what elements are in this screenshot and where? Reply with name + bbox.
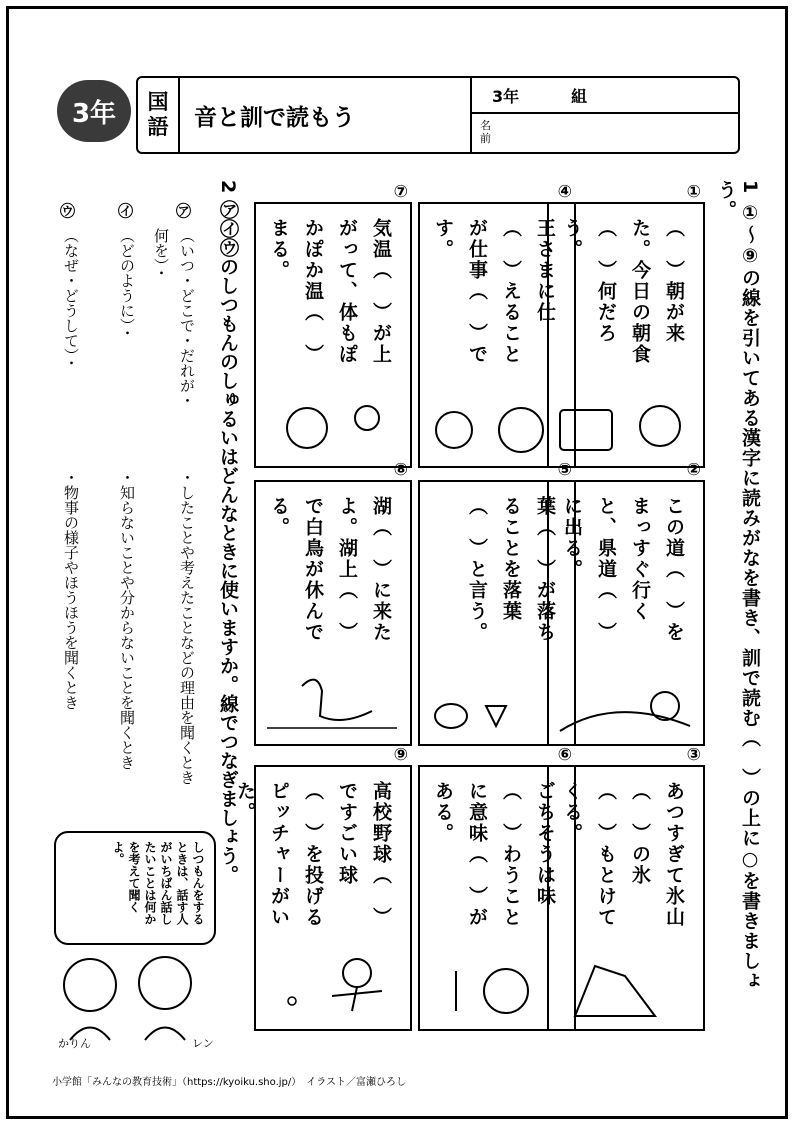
kumi-label: 組 <box>571 86 588 106</box>
name-label-2: 前 <box>480 132 491 145</box>
question-label-i: ㋑ <box>118 202 134 220</box>
sentence-box-6 <box>418 745 576 1031</box>
pitcher-illustration <box>262 951 402 1023</box>
sentence-text[interactable]: 高校野球（ ）ですごい球（ ）を投げるピッチャーがいた。 <box>234 781 392 928</box>
subject-char-2: 語 <box>147 115 169 139</box>
answer-option-3[interactable]: ・物事の様子やほうほうを聞くとき <box>62 470 80 710</box>
character-name-karin: かりん <box>58 1037 91 1050</box>
answer-option-2[interactable]: ・知らないことや分からないことを聞くとき <box>118 470 136 770</box>
box-number: ⑤ <box>557 460 572 480</box>
characters-illustration <box>50 945 210 1045</box>
eating-boy-illustration <box>426 951 566 1023</box>
sentence-text[interactable]: 王さまに仕（ ）えることが仕事（ ）です。 <box>432 218 556 365</box>
leaves-illustration <box>426 676 566 738</box>
subject-char-1: 国 <box>147 90 169 114</box>
sentence-box-7 <box>254 182 412 468</box>
question-label-a: ㋐ <box>176 202 192 220</box>
sentence-text[interactable]: 気温（ ）が上がって、体もぽかぽか温（ ）まる。 <box>268 218 392 365</box>
swan-illustration <box>262 666 402 738</box>
credit: 小学館「みんなの教育技術」（https://kyoiku.sho.jp/） イラスト／富瀬ひろし <box>52 1077 406 1088</box>
grade-badge: 3年 <box>57 80 131 142</box>
sun-girl-illustration <box>262 398 402 460</box>
question-option-u[interactable]: （なぜ・どうして）・ <box>62 228 80 371</box>
sentence-box-9 <box>234 745 412 1031</box>
name-field[interactable] <box>472 114 738 152</box>
class-field[interactable] <box>472 78 738 114</box>
header <box>136 76 740 154</box>
box-number: ⑥ <box>557 745 572 765</box>
box-number: ⑧ <box>393 460 408 480</box>
question-2-instruction: 2 ㋐㋑㋒のしつもんのしゅるいはどんなときに使いますか。線でつなぎましょう。 <box>217 180 239 884</box>
sentence-text[interactable]: あつすぎて氷山（ ）の氷（ ）もとけてくる。 <box>561 781 685 928</box>
name-label-1: 名 <box>480 119 491 132</box>
breakfast-illustration <box>555 398 695 460</box>
box-number: ② <box>686 460 701 480</box>
king-illustration <box>426 398 566 460</box>
sentence-text[interactable]: 葉（ ）が落ちることを落葉（ ）と言う。 <box>466 496 556 643</box>
page-title: 音と訓で読もう <box>180 78 472 152</box>
question-label-u: ㋒ <box>60 202 76 220</box>
sentence-text[interactable]: 湖（ ）に来たよ。湖上（ ）で白鳥が休んでる。 <box>268 496 392 643</box>
road-illustration <box>555 676 695 738</box>
subject <box>138 78 180 152</box>
sentence-box-8 <box>254 460 412 746</box>
iceberg-illustration <box>555 951 695 1023</box>
sentence-text[interactable]: （ ）朝が来た。今日の朝食（ ）何だろう。 <box>561 218 685 365</box>
box-number: ① <box>686 182 701 202</box>
sentence-box-4 <box>418 182 576 468</box>
box-number: ④ <box>557 182 572 202</box>
grade-label: 3年 <box>492 86 520 106</box>
info <box>472 78 738 152</box>
box-number: ⑨ <box>393 745 408 765</box>
sentence-text[interactable]: ごちそうは味（ ）わうことに意味（ ）がある。 <box>432 781 556 928</box>
speech-bubble <box>54 831 216 945</box>
character-name-ren: レン <box>192 1037 214 1050</box>
question-option-a[interactable]: （いつ・どこで・だれが・何を）・ <box>152 228 196 408</box>
sentence-text[interactable]: この道（ ）をまっすぐ行くと、県道（ ）に出る。 <box>561 496 685 643</box>
box-number: ⑦ <box>393 182 408 202</box>
answer-option-1[interactable]: ・したことや考えたことなどの理由を聞くとき <box>178 470 196 785</box>
bubble-text: しつもんをするときは、話す人がいちばん話したいことは何かを考えて聞くよ。 <box>111 841 205 925</box>
question-1-instruction: 1 ①〜⑨の線を引いてある漢字に読みがなを書き、訓で読む（ ）の上に○を書きましょう。 <box>715 180 761 991</box>
box-number: ③ <box>686 745 701 765</box>
question-option-i[interactable]: （どのように）・ <box>118 228 136 341</box>
sentence-box-5 <box>418 460 576 746</box>
